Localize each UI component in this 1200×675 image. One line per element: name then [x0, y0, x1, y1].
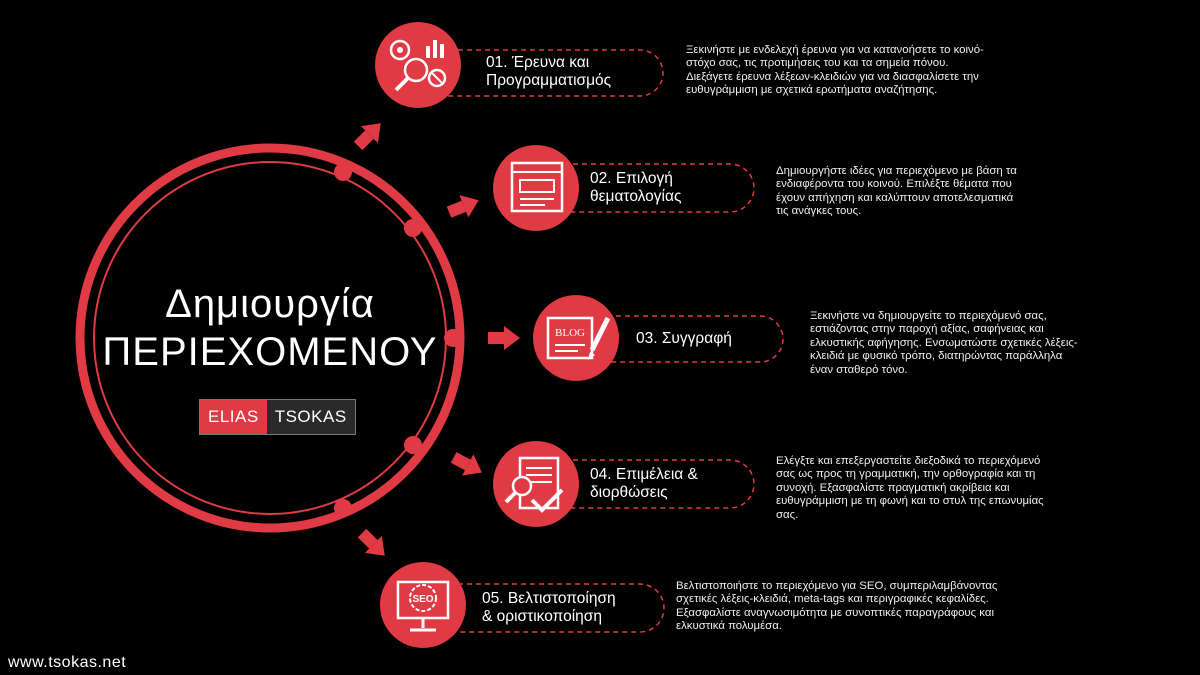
step-1-description [686, 44, 984, 98]
ring-node [334, 499, 352, 517]
description-line: σχετικές λέξεις-κλειδιά, meta-tags και περιγραφικές κεφαλίδες. [676, 593, 989, 606]
step-2-description [776, 165, 1017, 219]
step-1-label-line: 01. Έρευνα και [486, 54, 590, 71]
description-line: έχουν απήχηση και καλύπτουν αποτελεσματικά [776, 191, 1014, 204]
description-line: στόχο σας, τις προτιμήσεις του και τα σημεία πόνου. [686, 57, 949, 70]
webpage-layout-icon [493, 145, 579, 231]
description-line: ελκυστικής αφήγησης. Ενσωματώστε σχετικές λέξεις- [810, 336, 1078, 349]
description-line: ευθυγράμμιση με τη φωνή και το στυλ της επωνυμίας [776, 495, 1044, 508]
step-5-description [676, 580, 997, 634]
document-review-icon [493, 441, 579, 527]
step-4-label-line: 04. Επιμέλεια & [590, 466, 698, 483]
arrow-step-5 [354, 525, 394, 565]
center-title-line1: Δημιουργία [165, 282, 375, 326]
description-line: σας ως προς τη γραμματική, την ορθογραφία και τη [776, 468, 1036, 481]
step-1-label [486, 54, 611, 90]
step-4-description [776, 455, 1044, 522]
research-analytics-icon [375, 22, 461, 108]
description-line: έναν σταθερό τόνο. [810, 363, 908, 376]
ring-node [404, 219, 422, 237]
svg-text:BLOG: BLOG [555, 327, 585, 339]
arrow-step-1 [350, 115, 390, 155]
arrow-step-4 [448, 447, 488, 483]
step-3-description [810, 310, 1078, 377]
description-line: εστιάζοντας στην παροχή αξίας, σαφήνειας και [810, 323, 1044, 336]
description-line: Ξεκινήστε να δημιουργείτε το περιεχόμενό σας, [810, 310, 1047, 322]
step-5-label-line: & οριστικοποίηση [482, 608, 602, 625]
description-line: ελκυστικά πολυμέσα. [676, 620, 782, 633]
description-line: Διεξάγετε έρευνα λέξεων-κλειδιών για να διασφαλίσετε την [686, 70, 979, 83]
arrow-step-3 [488, 326, 520, 350]
description-line: Δημιουργήστε ιδέες για περιεχόμενο με βάση τα [776, 165, 1017, 177]
arrow-step-2 [445, 189, 484, 223]
step-5-label [482, 590, 616, 626]
step-5-label-line: 05. Βελτιστοποίηση [482, 590, 616, 607]
step-4-label-line: διορθώσεις [590, 484, 668, 501]
svg-text:SEO: SEO [412, 594, 434, 605]
ring-node [334, 163, 352, 181]
step-2-label-line: θεματολογίας [590, 188, 682, 205]
description-line: σας. [776, 508, 799, 521]
step-2-label [590, 170, 681, 206]
description-line: Ξεκινήστε με ενδελεχή έρευνα για να κατανοήσετε το κοινό- [686, 44, 984, 56]
step-1-label-line: Προγραμματισμός [486, 72, 612, 89]
step-3-label-line: 03. Συγγραφή [636, 330, 732, 347]
description-line: Ελέγξτε και επεξεργαστείτε διεξοδικά το περιεχόμενό [776, 455, 1041, 467]
step-3-label [636, 330, 732, 348]
description-line: ενδιαφέροντα του κοινού. Επιλέξτε θέματα που [776, 178, 1012, 191]
ring-node [404, 436, 422, 454]
blog-writing-icon [533, 295, 619, 381]
step-2-label-line: 02. Επιλογή [590, 170, 673, 187]
website-link[interactable]: www.tsokas.net [8, 654, 127, 671]
seo-monitor-icon [380, 562, 466, 648]
description-line: Εξασφαλίστε αναγνωσιμότητα με συνοπτικές παραγράφους και [676, 606, 994, 619]
brand-badge [199, 399, 356, 435]
center-title-line2: ΠΕΡΙΕΧΟΜΕΝΟΥ [102, 330, 438, 374]
brand-last: TSOKAS [267, 400, 355, 434]
step-4-label [590, 466, 698, 502]
description-line: συνοχή. Εξασφαλίστε πραγματική ακρίβεια και [776, 481, 1010, 494]
description-line: τις ανάγκες τους. [776, 205, 862, 218]
brand-first: ELIAS [200, 400, 267, 434]
description-line: κλειδιά με φυσικό τρόπο, διατηρώντας παράλληλα [810, 350, 1063, 363]
description-line: Βελτιστοποιήστε το περιεχόμενο για SEO, συμπεριλαμβάνοντας [676, 580, 998, 592]
description-line: ευθυγράμμιση με σχετικά ερωτήματα αναζήτησης. [686, 84, 938, 97]
